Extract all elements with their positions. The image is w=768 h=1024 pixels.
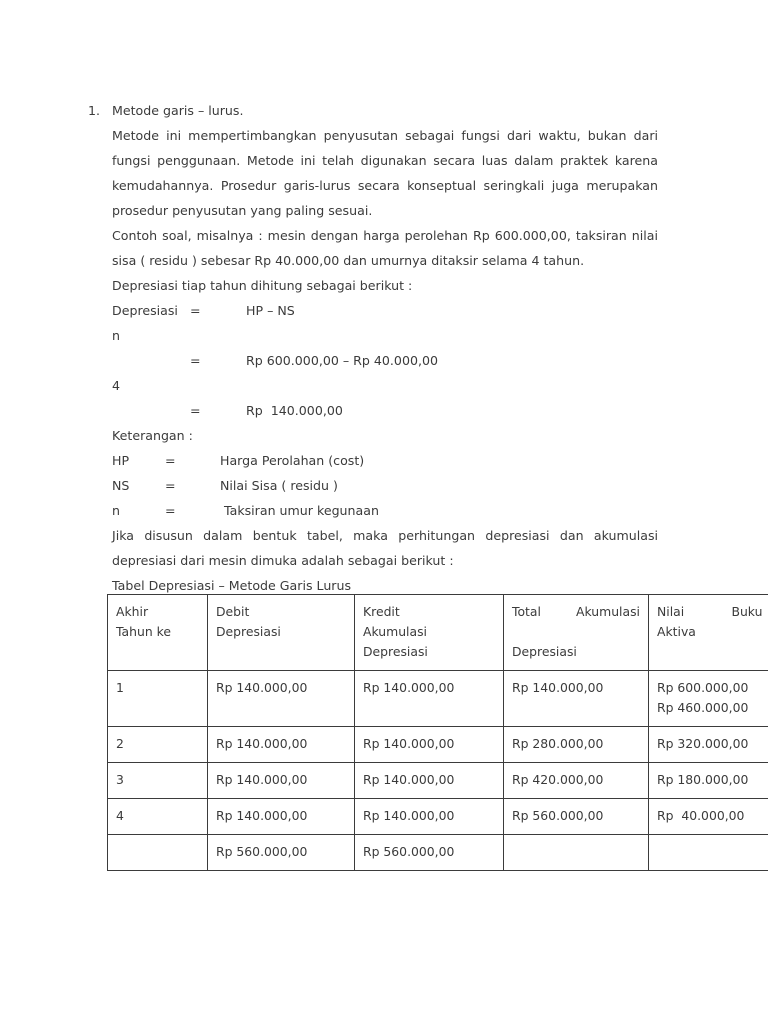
cell-tahun: 2 (108, 727, 208, 763)
depreciation-table-container (107, 594, 763, 871)
formula-label-blank-2 (112, 348, 190, 373)
cell-total: Rp 280.000,00 (504, 727, 649, 763)
cell-debit: Rp 140.000,00 (208, 671, 355, 727)
paragraph-contoh-soal: Contoh soal, misalnya : mesin dengan harga perolehan Rp 600.000,00, taksiran nilai sisa ( residu ) sebesar Rp 40.000,00 dan umurnya ditaksir selama 4 tahun. (112, 228, 658, 268)
formula-denominator-4: 4 (112, 378, 121, 393)
header-line-2: Akumulasi (363, 624, 427, 639)
table-header-akhir-tahun (108, 595, 208, 671)
formula-equals-1: = (190, 303, 201, 318)
cell-nilai-buku (649, 671, 768, 727)
table-row (108, 763, 768, 799)
cell-kredit: Rp 140.000,00 (355, 799, 504, 835)
table-header-row (108, 595, 768, 671)
formula-row-3 (112, 398, 658, 423)
cell-nilai-buku-line-1: Rp 600.000,00 (657, 680, 749, 695)
cell-nilai-buku: Rp 180.000,00 (649, 763, 768, 799)
line-depresiasi-intro: Depresiasi tiap tahun dihitung sebagai berikut : (112, 278, 413, 293)
keterangan-definition-ns: Nilai Sisa ( residu ) (220, 478, 338, 493)
depreciation-table (107, 594, 768, 871)
keterangan-abbr-n: n (112, 503, 120, 518)
cell-nilai-buku (649, 835, 768, 871)
keterangan-equals-n: = (165, 503, 176, 518)
header-line-1: Nilai Buku (657, 604, 763, 619)
table-row (108, 671, 768, 727)
keterangan-abbr-ns: NS (112, 478, 130, 493)
keterangan-equals-hp: = (165, 453, 176, 468)
paragraph-metode-ini: Metode ini mempertimbangkan penyusutan sebagai fungsi dari waktu, bukan dari fungsi penggunaan. Metode ini telah digunakan secara luas dalam praktek karena kemudahannya. Prosedur garis-lurus secara konseptual seringkali juga merupakan prosedur penyusutan yang paling sesuai. (112, 128, 658, 218)
cell-debit: Rp 140.000,00 (208, 727, 355, 763)
section-heading: Metode garis – lurus. (112, 103, 244, 118)
header-line-2: Depresiasi (512, 644, 577, 659)
document-body (88, 98, 658, 598)
numbered-list-item (88, 98, 658, 598)
formula-result: Rp 140.000,00 (246, 403, 343, 418)
keterangan-row-n (112, 498, 658, 523)
formula-value-numbers: Rp 600.000,00 – Rp 40.000,00 (246, 353, 438, 368)
table-caption: Tabel Depresiasi – Metode Garis Lurus (112, 578, 352, 593)
formula-label-blank-3 (112, 398, 190, 423)
header-line-2: Aktiva (657, 624, 696, 639)
table-header-debit-depresiasi (208, 595, 355, 671)
keterangan-row-ns (112, 473, 658, 498)
keterangan-equals-ns: = (165, 478, 176, 493)
header-line-2: Depresiasi (216, 624, 281, 639)
table-row (108, 727, 768, 763)
cell-debit: Rp 140.000,00 (208, 763, 355, 799)
cell-debit: Rp 140.000,00 (208, 799, 355, 835)
cell-tahun: 1 (108, 671, 208, 727)
keterangan-definition-hp: Harga Perolahan (cost) (220, 453, 365, 468)
list-item-number: 1. (88, 103, 101, 118)
header-line-1: Debit (216, 604, 250, 619)
header-line-3: Depresiasi (363, 644, 428, 659)
cell-kredit-total: Rp 560.000,00 (355, 835, 504, 871)
cell-total: Rp 560.000,00 (504, 799, 649, 835)
table-header-kredit-akumulasi-depresiasi (355, 595, 504, 671)
header-line-1: Total Akumulasi (512, 604, 640, 619)
formula-equals-2: = (190, 353, 201, 368)
header-line-2: Tahun ke (116, 624, 171, 639)
formula-label-depresiasi: Depresiasi (112, 303, 178, 318)
formula-row-1 (112, 298, 658, 323)
formula-value-hp-ns: HP – NS (246, 303, 295, 318)
cell-total: Rp 140.000,00 (504, 671, 649, 727)
cell-kredit: Rp 140.000,00 (355, 727, 504, 763)
keterangan-definition-n: Taksiran umur kegunaan (220, 503, 379, 518)
table-header-nilai-buku-aktiva (649, 595, 768, 671)
formula-equals-3: = (190, 403, 201, 418)
header-line-1: Kredit (363, 604, 400, 619)
table-header-total-akumulasi-depresiasi (504, 595, 649, 671)
cell-kredit: Rp 140.000,00 (355, 671, 504, 727)
table-total-row (108, 835, 768, 871)
keterangan-label: Keterangan : (112, 428, 193, 443)
table-row (108, 799, 768, 835)
cell-nilai-buku-line-2: Rp 460.000,00 (657, 700, 749, 715)
cell-debit-total: Rp 560.000,00 (208, 835, 355, 871)
cell-nilai-buku: Rp 320.000,00 (649, 727, 768, 763)
header-line-1: Akhir (116, 604, 149, 619)
formula-denominator-n: n (112, 328, 120, 343)
cell-tahun: 3 (108, 763, 208, 799)
paragraph-jika-disusun: Jika disusun dalam bentuk tabel, maka perhitungan depresiasi dan akumulasi depresiasi dari mesin dimuka adalah sebagai berikut : (112, 528, 658, 568)
keterangan-abbr-hp: HP (112, 453, 130, 468)
keterangan-row-hp (112, 448, 658, 473)
cell-tahun (108, 835, 208, 871)
formula-row-2 (112, 348, 658, 373)
cell-tahun: 4 (108, 799, 208, 835)
cell-total: Rp 420.000,00 (504, 763, 649, 799)
cell-nilai-buku: Rp 40.000,00 (649, 799, 768, 835)
cell-total (504, 835, 649, 871)
cell-kredit: Rp 140.000,00 (355, 763, 504, 799)
